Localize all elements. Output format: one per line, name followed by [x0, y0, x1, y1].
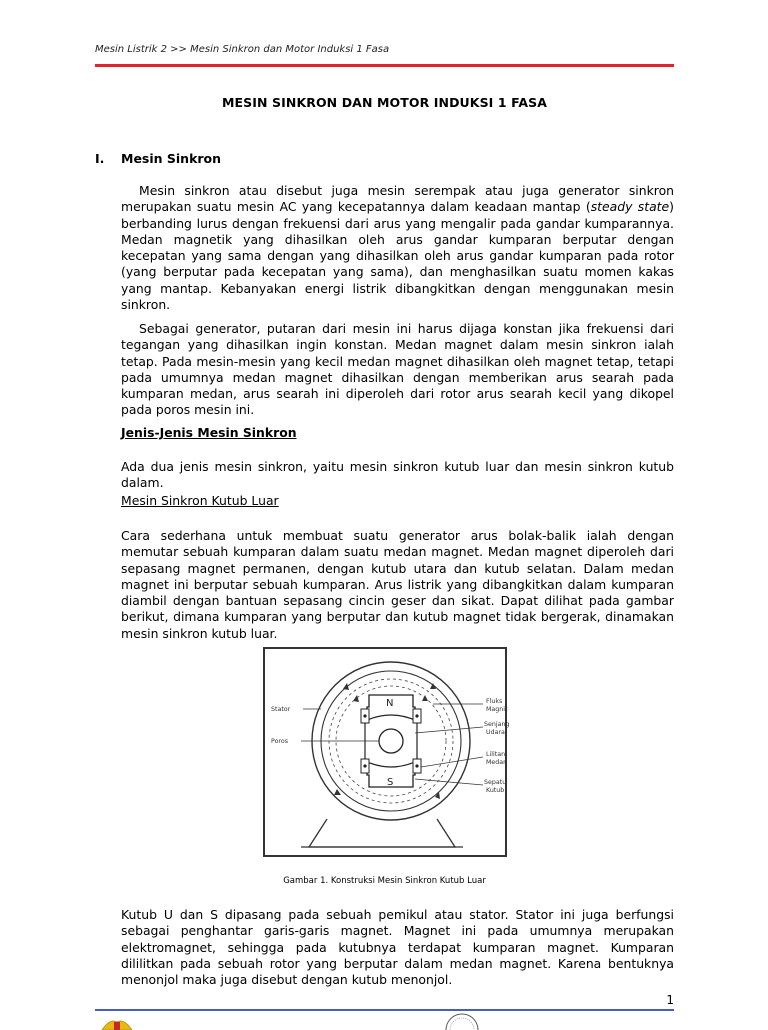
footer-rule — [95, 1009, 674, 1011]
subheading-jenis-mesin-sinkron: Jenis-Jenis Mesin Sinkron — [121, 425, 297, 440]
institution-logo-right — [444, 1014, 480, 1030]
pole-s-label: S — [387, 777, 394, 788]
paragraph-4: Cara sederhana untuk membuat suatu generator arus bolak-balik ialah dengan memutar sebuah kumparan dalam suatu medan magnet. Medan magnet diperoleh dari sepasang magnet permanen, dengan kutub utara dan kutub selatan. Dalam medan magnet ini berputar sebuah kumparan. Arus listrik yang dibangkitkan dalam kumparan diambil dengan bantuan sepasang cincin geser dan sikat. Dapat dilihat pada gambar berikut, dimana kumparan yang berputar dan kutub magnet tidak bergerak, dinamakan mesin sinkron kutub luar. — [121, 528, 674, 641]
header-rule — [95, 64, 674, 67]
section-title: Mesin Sinkron — [121, 151, 222, 166]
paragraph-2: Sebagai generator, putaran dari mesin ini harus dijaga konstan jika frekuensi dari tegangan yang dihasilkan ingin konstan. Medan magnet dalam mesin sinkron ialah tetap. Pada mesin-mesin yang kecil medan magnet dihasilkan oleh magnet tetap, tetapi pada umumnya medan magnet dihasilkan dengan memberikan arus searah pada kumparan medan, arus searah ini diperoleh dari rotor arus searah kecil yang dikopel pada poros mesin ini. — [121, 321, 674, 418]
page-number: 1 — [666, 993, 674, 1007]
label-poros: Poros — [271, 738, 289, 745]
running-header: Mesin Listrik 2 >> Mesin Sinkron dan Motor Induksi 1 Fasa — [95, 44, 390, 55]
winding-dot — [363, 764, 366, 767]
winding-dot — [363, 714, 366, 717]
paragraph-5: Kutub U dan S dipasang pada sebuah pemikul atau stator. Stator ini juga berfungsi sebagai penghantar garis-garis magnet. Magnet ini pada umumnya merupakan elektromagnet, sehingga pada kutubnya terdapat kumparan magnet. Kumparan dililitkan pada sebuah rotor yang berputar dalam medan magnet. Karena bentuknya menonjol maka juga disebut dengan kutub menonjol. — [121, 907, 674, 988]
label-lilitan-line2: Medan — [486, 759, 508, 766]
section-number: I. — [95, 151, 105, 166]
paragraph-1-part-a: Mesin sinkron atau disebut juga mesin serempak atau juga generator sinkron merupakan suatu mesin AC yang kecepatannya dalam keadaan mantap ( — [121, 183, 674, 215]
label-stator: Stator — [271, 706, 291, 713]
figure-caption: Gambar 1. Konstruksi Mesin Sinkron Kutub Luar — [283, 876, 486, 886]
paragraph-1-part-b: ) berbanding lurus dengan frekuensi dari arus yang mengalir pada gandar kumparannya. Medan magnetik yang dihasilkan oleh arus gandar kumparan berputar dengan kecepatan yang sama dengan yang dihasilkan oleh arus gandar kumparan pada rotor (yang berputar pada kecepatan yang sama), dan menghasilkan suatu momen kakas yang mantap. Kebanyakan energi listrik dibangkitkan dengan menggunakan mesin sinkron. — [121, 199, 674, 313]
figure-synchronous-machine — [263, 647, 510, 857]
machine-diagram — [265, 649, 510, 855]
pole-n-label: N — [386, 698, 394, 709]
document-title: MESIN SINKRON DAN MOTOR INDUKSI 1 FASA — [221, 95, 547, 110]
paragraph-1-emphasis: steady state — [590, 199, 670, 215]
logo-right-arc — [446, 1014, 478, 1030]
label-fluks-line1: Fluks — [486, 698, 503, 705]
logo-left-center — [114, 1022, 120, 1030]
label-fluks-line2: Magnit — [486, 706, 508, 713]
label-senjang-line2: Udara — [486, 729, 505, 736]
label-sepatu-line2: Kutub — [486, 787, 505, 794]
winding-dot — [415, 714, 418, 717]
subheading-kutub-luar: Mesin Sinkron Kutub Luar — [121, 493, 279, 508]
label-senjang-line1: Senjang — [484, 721, 510, 728]
shaft-circle — [379, 729, 403, 753]
base-stand — [309, 819, 455, 847]
label-sepatu-line1: Sepatu — [484, 779, 507, 786]
winding-dot — [415, 764, 418, 767]
paragraph-1 — [121, 183, 674, 313]
paragraph-3: Ada dua jenis mesin sinkron, yaitu mesin sinkron kutub luar dan mesin sinkron kutub dalam. — [121, 459, 674, 491]
label-lilitan-line1: Lilitan — [486, 751, 506, 758]
institution-logo-left — [100, 1016, 134, 1030]
section-heading — [95, 151, 221, 166]
